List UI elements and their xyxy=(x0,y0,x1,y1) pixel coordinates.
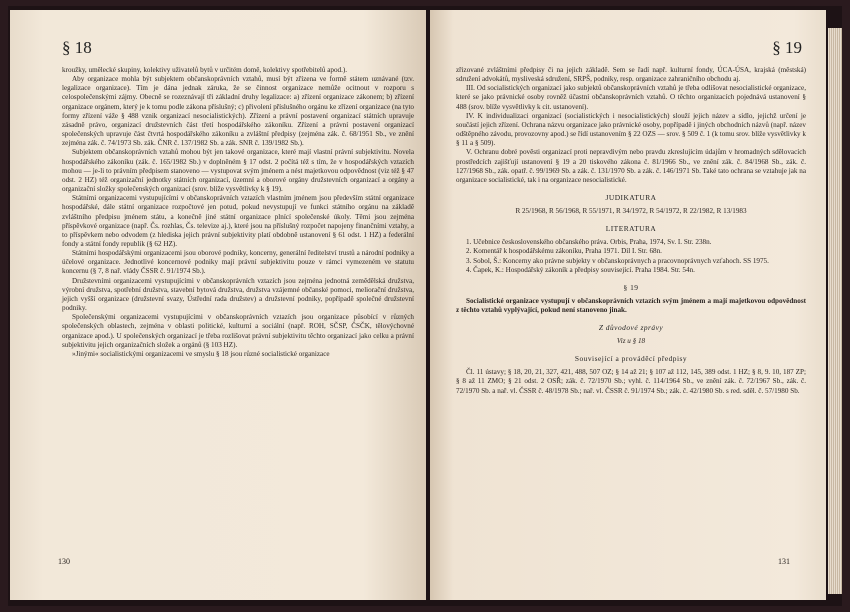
section-label: § 19 xyxy=(623,282,639,292)
left-page-text xyxy=(62,66,414,359)
judikatura-heading: JUDIKATURA xyxy=(605,193,657,203)
paragraph: Družstevními organizacemi vystupujícími v občanskoprávních vztazích jsou zejména jednotná zemědělská družstva, výrobní družstva, spotřební družstva, stavební bytová družstva, družstva vzájemné občanské pomoci, meliorační družstva, jejich vyšší organizace (družstevní svazy, Ústřední rada družstev) a družstevní podniky, popřípadě společné družstevní podniky. xyxy=(62,276,414,313)
page-edges xyxy=(828,28,842,594)
open-book xyxy=(8,6,842,606)
judikatura-text: R 25/1968, R 56/1968, R 55/1971, R 34/1972, R 54/1972, R 22/1982, R 13/1983 xyxy=(515,207,747,216)
souvisejici-heading: Související a prováděcí předpisy xyxy=(574,354,688,364)
page-number: 131 xyxy=(778,557,790,566)
literatura-item: 1. Učebnice československého občanského práva. Orbis, Praha, 1974, Sv. I. Str. 238n. xyxy=(466,238,712,247)
paragraph: Aby organizace mohla být subjektem občanskoprávních vztahů, musí být zřízena ve formě státem uznávané (tzv. legalizace organizace). Tím je dána jednak záruka, že se činnost organizace nemůže ocitnout v rozporu s celospolečenskými zájmy. Obecně se rozeznávají tři základní druhy legalizace: a) zřízení organizace zákonem; b) zřízení organizace orgánem, který je k tomu podle zákona příslušný; c) přivolení příslušného orgánu ke zřízení organizace (na tyto formy zřízení váže § 488 vznik organizací nesocialistických). Zřízení a právní postavení organizací státních upravuje zásadně právo, organizací družstevních část třetí hospodářského zákoníku. Zřízení a právní postavení organizací společenských upravuje část čtvrtá hospodářského zákoníku a zvláštní předpisy (zejména zák. č. 68/1951 Sb., ve znění zejména zák. č. 74/1973 Sb. zák. ČNR č. 137/1982 Sb. a zák. SNR č. 139/1982 Sb.). xyxy=(62,75,414,148)
paragraph: IV. K individualizaci organizací (socialistických i nesocialistických) slouží jejich název a sídlo, jejichž určení je součástí jejich zřízení. Ochrana názvu organizace jako právnické osoby, popřípadě i jiných obchodních názvů (např. název odštěpného závodu, provozovny apod.) se řídí ustanovením § 22 OZS — srov. § 509 č. 1 (k tomu srov. blíže vysvětlivky k § 11 a § 509). xyxy=(456,111,806,148)
literatura-item: 3. Sobol, Š.: Koncerny ako právne subjekty v občanskoprávnych a pracovnoprávnych vzťahoch. SS 1975. xyxy=(466,256,769,265)
literatura-item: 2. Komentář k hospodářskému zákoníku, Praha 1971. Díl I. Str. 68n. xyxy=(466,247,662,256)
paragraph: Společenskými organizacemi vystupujícími v občanskoprávních vztazích jsou organizace působící v různých společenských oblastech, zejména v oblasti politické, kulturní a sociální (např. ROH, SČSP, ČSČK, tělovýchovné organizace apod.). U společenských organizací je třeba rozlišovat právní subjektivitu těchto organizací jako celku a právní subjektivitu jejich organizačních složek a orgánů (§ 103 HZ). xyxy=(62,313,414,349)
paragraph: Státními organizacemi vystupujícími v občanskoprávních vztazích vlastním jménem jsou především státní organizace hospodářské, dále státní organizace rozpočtové jen potud, pokud nevystupují ve funkci státního orgánu na základě zvláštního předpisu jménem státu, a konečně jiné státní organizace plnící společenské úkoly. Těmi jsou zejména příspěvkové organizace (např. Čs. rozhlas, Čs. televize aj.), které jsou na příslušný rozpočet napojeny finančními vztahy, a to příspěvkem nebo odvodem (z hlediska jejich právní subjektivity platí obdobně ustanovení § 61 odst. 1 HZ) a federální fondy a státní fondy republik (§ 62 HZ). xyxy=(62,194,414,248)
right-page-text xyxy=(456,66,806,396)
paragraph: »Jinými« socialistickými organizacemi ve smyslu § 18 jsou různé socialistické organizace xyxy=(72,349,330,358)
souvisejici-text: Čl. 11 ústavy; § 18, 20, 21, 327, 421, 488, 507 OZ; § 14 až 21; § 107 až 112, 145, 389 odst. 1 HZ; § 8, 9. 10, 187 ZP; § 8 až 11 ZMO; § 21 odst. 2 OSŘ; zák. č. 72/1970 Sb.; vyhl. č. 114/1964 Sb., ve znění zák. č. 72/1967 Sb., zák. č. 72/1970 Sb. a nař. vl. ČSSR č. 48/1978 Sb.; nař. vl. ČSSR č. 91/1974 Sb.; zák. č. 42/1980 Sb. s red. sděl. č. 57/1980 Sb. xyxy=(456,368,806,395)
literatura-item: 4. Čapek, K.: Hospodářský zákoník a předpisy související. Praha 1984. Str. 54n. xyxy=(466,265,695,274)
left-section-heading: § 18 xyxy=(62,38,92,57)
page-number: 130 xyxy=(58,557,70,566)
right-section-heading: § 19 xyxy=(772,38,802,57)
paragraph: III. Od socialistických organizací jako subjektů občanskoprávních vztahů je třeba odlišovat nesocialistické organizace, které se jako právnické osoby rovněž účastní občanskoprávních vztahů. O těchto organizacích pojednává ustanovení § 488 (srov. blíže vysvětlivky k cit. ustanovení). xyxy=(456,84,806,111)
left-page xyxy=(10,10,426,600)
right-page xyxy=(430,10,826,600)
paragraph: kroužky, umělecké skupiny, kolektivy uživatelů bytů v určitém domě, kolektivy spotřebitelů apod.). xyxy=(62,66,348,74)
paragraph: zřizované zvláštními předpisy či na jejich základě. Sem se řadí např. kulturní fondy, ÚCA-ÚSA, krajská (městská) sdružení advokátů, mysliveská sdružení, SRPŠ, podniky, resp. organizace zahraničního obchodu aj. xyxy=(456,66,806,84)
duvodova-heading: Z důvodové zprávy xyxy=(598,323,664,333)
statute-text: Socialistické organizace vystupují v občanskoprávních vztazích svým jménem a mají majetkovou odpovědnost z těchto vztahů vyplývající, pokud není stanoveno jinak. xyxy=(456,296,806,314)
duvodova-reference: Viz u § 18 xyxy=(616,337,646,346)
paragraph: Subjektem občanskoprávních vztahů mohou být jen takové organizace, které mají vlastní právní subjektivitu. Novela hospodářského zákoníku (zák. č. 165/1982 Sb.) v doplněném § 17 odst. 2 počítá též s tím, že v hospodářských vztazích mohou — je-li to právním předpisem stanoveno — vystupovat svým jménem a nést majetkovou odpovědnost (viz též § 47 odst. 2 HZ) též organizační jednotky státních organizací, územní a oborové orgány družstevních organizací a orgány a organizační složky společenských organizací (srov. blíže vysvětlivky k § 19). xyxy=(62,148,414,194)
paragraph: Státními hospodářskými organizacemi jsou oborové podniky, koncerny, generální ředitelství trustů a národní podniky a účelové organizace. Jednotlivé koncernové podniky mají právní subjektivitu pouze v rámci vymezeném ve statutu koncernu (§ 7, 8 nař. vlády ČSSR č. 91/1974 Sb.). xyxy=(62,249,414,276)
literatura-heading: LITERATURA xyxy=(605,224,657,234)
paragraph: V. Ochranu dobré pověsti organizací proti nepravdivým nebo pravdu zkreslujícím údajům v hromadných sdělovacích prostředcích zajišťují ustanovení § 19 a 20 tiskového zákona č. 81/1966 Sb., ve znění zák. č. 84/1968 Sb., zák. č. 127/1968 Sb., zák. opatř. č. 99/1969 Sb. a zák. č. 131/1970 Sb. a zák. č. 146/1971 Sb. Také tato ochrana se vztahuje jak na organizace socialistické, tak i na organizace nesocialistické. xyxy=(456,148,806,184)
